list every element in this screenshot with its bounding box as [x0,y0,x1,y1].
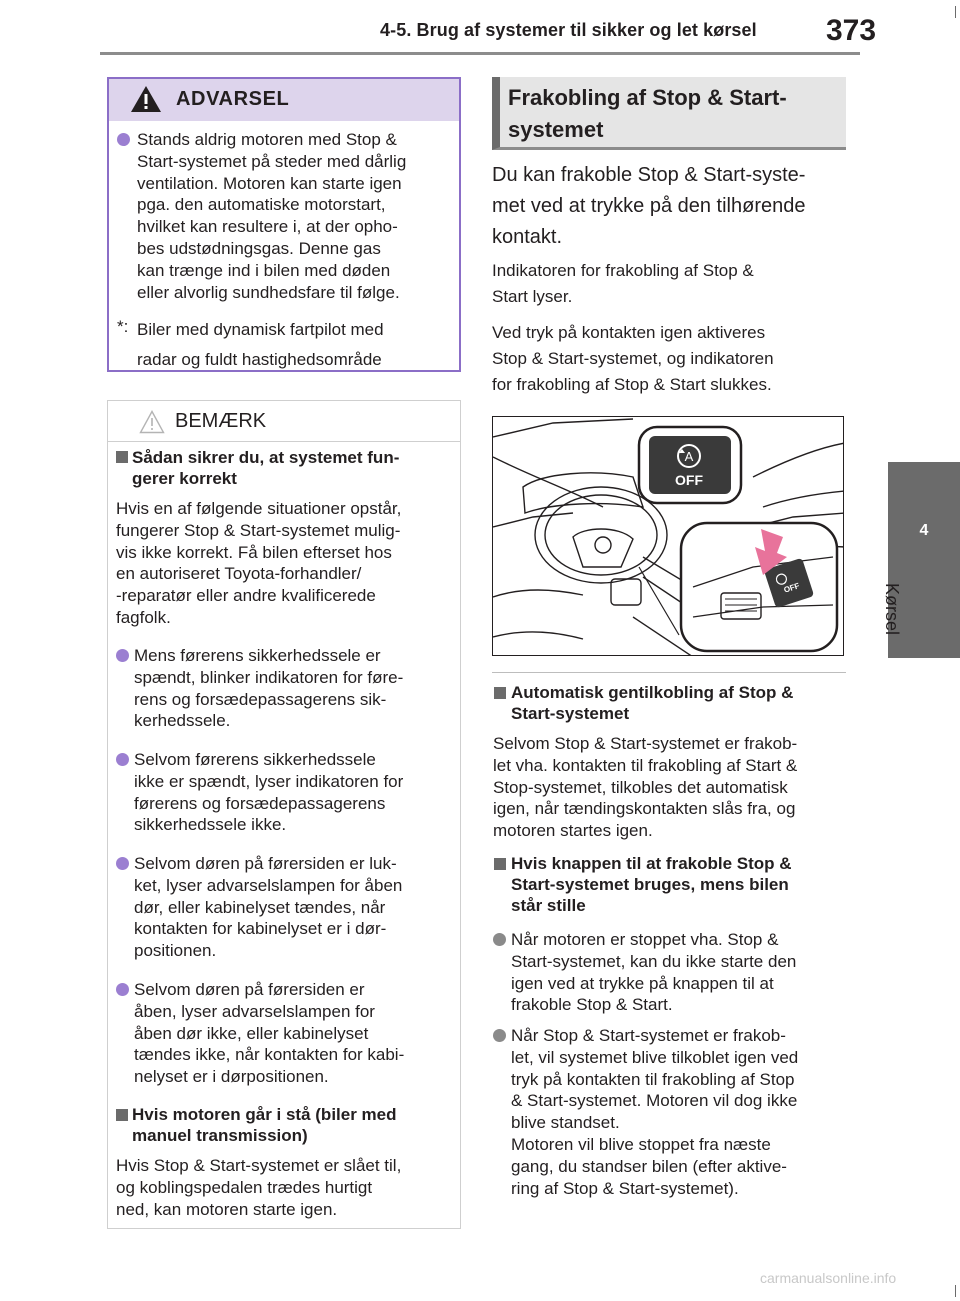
note-subheading-2: Hvis motoren går i stå (biler med manuel transmission) [132,1105,397,1145]
page-number: 373 [826,14,877,47]
warning-label: ADVARSEL [176,88,290,110]
note-bullet-2: Selvom førerens sikkerhedssele ikke er spændt, lyser indikatoren for førerens og forsædepassagerens sikkerhedssele ikke. [134,750,404,835]
crop-mark [955,6,956,18]
bullet-dot-icon [117,133,130,146]
subheading-square-icon [494,687,506,699]
bullet-dot-icon [116,857,129,870]
crop-mark [955,1285,956,1297]
subheading-square-icon [116,451,128,463]
warning-triangle-icon [130,85,162,113]
caution-triangle-icon [139,410,165,434]
bullet-dot-icon [493,933,506,946]
note-box [107,400,461,1229]
section-subheading-1: Automatisk gentilkobling af Stop & Start-systemet [511,683,794,723]
bullet-dot-icon [116,983,129,996]
section-para-1: Indikatoren for frakobling af Stop & Start lyser. [492,261,754,306]
note-header [108,401,460,442]
badge-letter: A [684,449,694,464]
section-subheading-2: Hvis knappen til at frakoble Stop & Start-systemet bruges, mens bilen står stille [511,854,792,915]
note-bullet-1: Mens førerens sikkerhedssele er spændt, blinker indikatoren for føre- rens og forsædepassagerens sik- kerhedssele. [134,646,404,731]
section-bullet-2: Når Stop & Start-systemet er frakob- let, vil systemet blive tilkoblet igen ved tryk på kontakten til frakobling af Stop & Start-systemet. Motoren vil dog ikke blive standset. Motoren vil blive stoppet fra næste gang, du standser bilen (efter aktive- ring af Stop & Start-systemet). [511,1026,799,1198]
note-subheading-1: Sådan sikrer du, at systemet fun- gerer korrekt [132,448,400,488]
note-text-1: Hvis en af følgende situationer opstår, fungerer Stop & Start-systemet mulig- vis ikke korrekt. Få bilen efterset hos en autoriseret Toyota-forhandler/ -reparatør eller andre kvalificerede fagfolk. [116,499,402,627]
note-bullet-4: Selvom døren på førersiden er åben, lyser advarselslampen for åben dør ikke, eller kabinelyset tændes ikke, når kontakten for kabi- nelyset er i dørpositionen. [134,980,405,1087]
footnote-text: Biler med dynamisk fartpilot med radar og fuldt hastighedsområde [137,320,384,369]
illustration-divider [492,672,846,673]
section-para-2: Ved tryk på kontakten igen aktiveres Stop & Start-systemet, og indikatoren for frakobling af Stop & Start slukkes. [492,323,774,394]
section-text-1: Selvom Stop & Start-systemet er frakob- let vha. kontakten til frakobling af Start & Stop-systemet, tilkobles det automatisk igen, når tændingskontakten slås fra, og motoren startes igen. [493,734,798,841]
section-title: Frakobling af Stop & Start- systemet [508,85,787,142]
subheading-square-icon [494,858,506,870]
dashboard-drawing [493,417,844,656]
section-intro: Du kan frakoble Stop & Start-syste- met ved at trykke på den tilhørende kontakt. [492,164,806,248]
footnote-mark: *: [117,317,129,336]
switch-off-text: OFF [782,581,801,595]
badge-off-text: OFF [675,472,703,488]
watermark: carmanualsonline.info [760,1270,897,1286]
bullet-dot-icon [116,649,129,662]
chapter-label: Kørsel [882,583,902,636]
bullet-dot-icon [493,1029,506,1042]
warning-text: Stands aldrig motoren med Stop & Start-systemet på steder med dårlig ventilation. Motoren kan starte igen pga. den automatiske motorstart, hvilket kan resultere i, at der opho- bes udstødningsgas. Denne gas kan trænge ind i bilen med døden eller alvorlig sundhedsfare til følge. [137,130,407,302]
crop-mark [955,640,956,652]
bullet-dot-icon [116,753,129,766]
note-text-2: Hvis Stop & Start-systemet er slået til, og koblingspedalen trædes hurtigt ned, kan motoren starte igen. [116,1156,402,1219]
subheading-square-icon [116,1109,128,1121]
warning-header [109,79,459,121]
note-bullet-3: Selvom døren på førersiden er luk- ket, lyser advarselslampen for åben dør, eller kabinelyset tændes, når kontakten for kabinelyset er i dør- positionen. [134,854,403,961]
header-divider [100,52,860,55]
section-heading [492,77,846,150]
section-bullet-1: Når motoren er stoppet vha. Stop & Start-systemet, kan du ikke starte den igen ved at trykke på knappen til at frakoble Stop & Start. [511,930,797,1015]
warning-box [107,77,461,372]
running-header: 4-5. Brug af systemer til sikker og let kørsel [380,20,757,40]
note-label: BEMÆRK [175,410,267,432]
chapter-number: 4 [919,522,929,539]
dashboard-illustration [492,416,844,656]
